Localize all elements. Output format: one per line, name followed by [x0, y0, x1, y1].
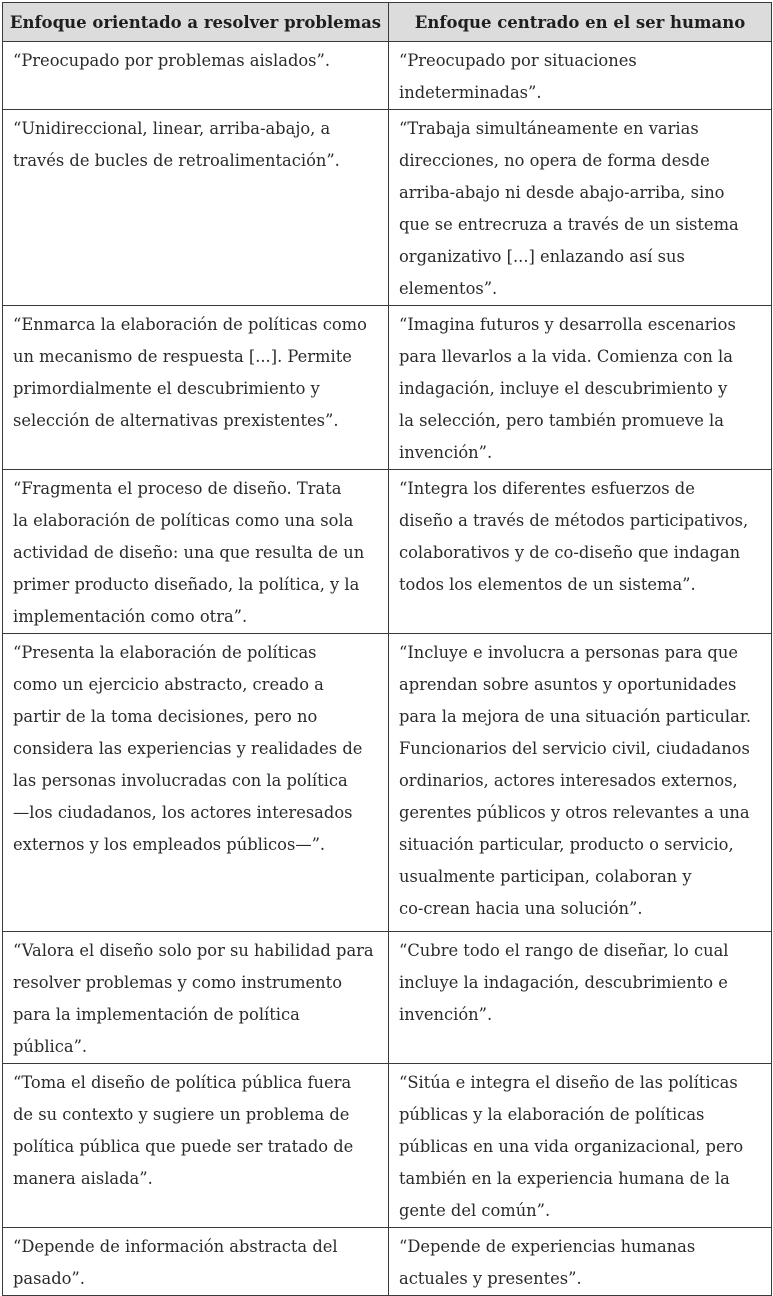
table-row	[3, 1228, 772, 1296]
cell-problem-oriented: “Enmarca la elaboración de políticas como un mecanismo de respuesta [...]. Permite primordialmente el descubrimiento y selección de alternativas prexistentes”.	[3, 306, 389, 470]
table-header-row	[3, 3, 772, 42]
cell-problem-oriented: “Valora el diseño solo por su habilidad para resolver problemas y como instrumento para la implementación de política pública”.	[3, 932, 389, 1064]
table-row	[3, 306, 772, 470]
cell-problem-oriented: “Presenta la elaboración de políticas como un ejercicio abstracto, creado a partir de la toma decisiones, pero no considera las experiencias y realidades de las personas involucradas con la política —los ciudadanos, los actores interesados externos y los empleados públicos—”.	[3, 634, 389, 932]
cell-problem-oriented: “Toma el diseño de política pública fuera de su contexto y sugiere un problema de política pública que puede ser tratado de manera aislada”.	[3, 1064, 389, 1228]
cell-human-centered: “Sitúa e integra el diseño de las políticas públicas y la elaboración de políticas públicas en una vida organizacional, pero también en la experiencia humana de la gente del común”.	[389, 1064, 772, 1228]
table-row	[3, 110, 772, 306]
table-row	[3, 470, 772, 634]
table-row	[3, 932, 772, 1064]
table-row	[3, 42, 772, 110]
table-row	[3, 1064, 772, 1228]
table-row	[3, 634, 772, 932]
cell-human-centered: “Incluye e involucra a personas para que aprendan sobre asuntos y oportunidades para la mejora de una situación particular. Funcionarios del servicio civil, ciudadanos ordinarios, actores interesados externos, gerentes públicos y otros relevantes a una situación particular, producto o servicio, usualmente participan, colaboran y co-crean hacia una solución”.	[389, 634, 772, 932]
cell-human-centered: “Trabaja simultáneamente en varias direcciones, no opera de forma desde arriba-abajo ni desde abajo-arriba, sino que se entrecruza a través de un sistema organizativo [...] enlazando así sus elementos”.	[389, 110, 772, 306]
cell-problem-oriented: “Unidireccional, linear, arriba-abajo, a través de bucles de retroalimentación”.	[3, 110, 389, 306]
cell-human-centered: “Preocupado por situaciones indeterminadas”.	[389, 42, 772, 110]
cell-problem-oriented: “Preocupado por problemas aislados”.	[3, 42, 389, 110]
cell-human-centered: “Integra los diferentes esfuerzos de diseño a través de métodos participativos, colaborativos y de co-diseño que indagan todos los elementos de un sistema”.	[389, 470, 772, 634]
cell-problem-oriented: “Fragmenta el proceso de diseño. Trata la elaboración de políticas como una sola actividad de diseño: una que resulta de un primer producto diseñado, la política, y la implementación como otra”.	[3, 470, 389, 634]
cell-problem-oriented: “Depende de información abstracta del pasado”.	[3, 1228, 389, 1296]
cell-human-centered: “Depende de experiencias humanas actuales y presentes”.	[389, 1228, 772, 1296]
header-problem-oriented: Enfoque orientado a resolver problemas	[3, 3, 389, 42]
cell-human-centered: “Imagina futuros y desarrolla escenarios para llevarlos a la vida. Comienza con la indagación, incluye el descubrimiento y la selección, pero también promueve la invención”.	[389, 306, 772, 470]
comparison-table	[2, 2, 772, 1296]
cell-human-centered: “Cubre todo el rango de diseñar, lo cual incluye la indagación, descubrimiento e invención”.	[389, 932, 772, 1064]
header-human-centered: Enfoque centrado en el ser humano	[389, 3, 772, 42]
